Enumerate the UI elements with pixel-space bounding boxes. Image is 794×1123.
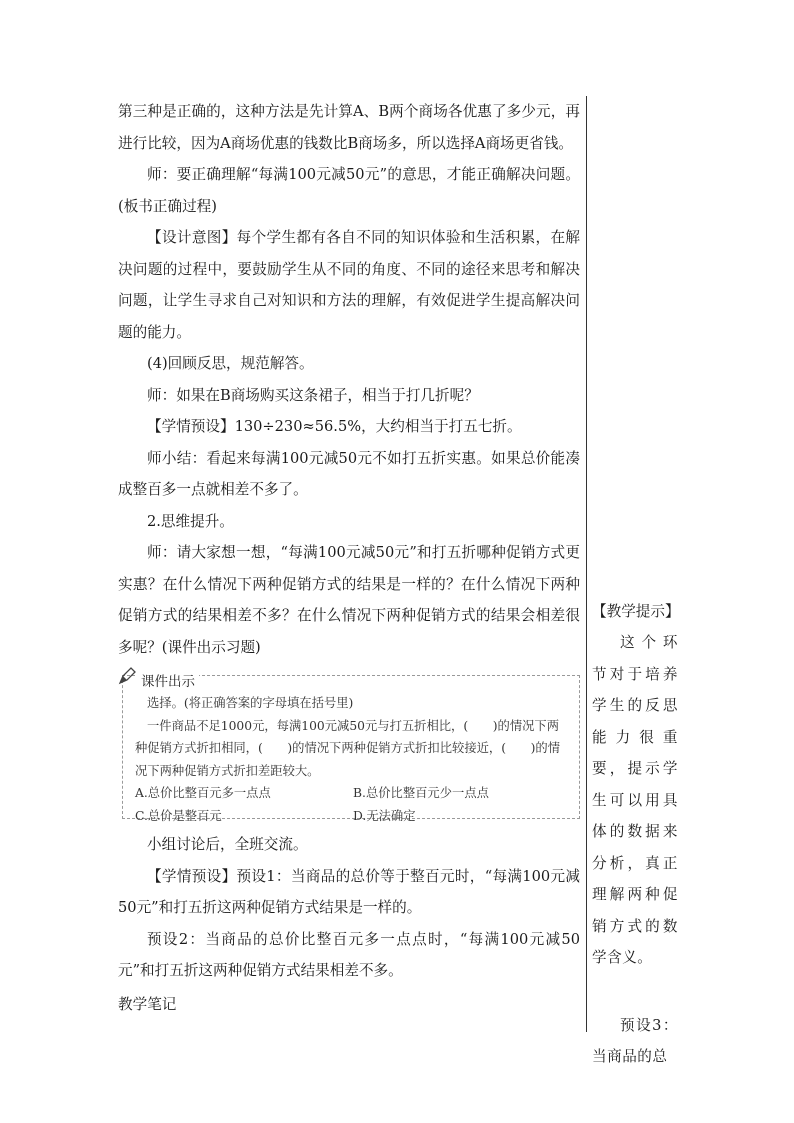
- exercise-options: [135, 782, 571, 827]
- notes-label: 教学笔记: [118, 995, 177, 1013]
- paragraph: 小组讨论后，全班交流。: [147, 836, 308, 853]
- exercise-question: 一件商品不足1000元，每满100元减50元与打五折相比，( )的情况下两种促销方式折扣相同，( )的情况下两种促销方式折扣比较接近，( )的情况下两种促销方式折扣差距较大。: [135, 718, 560, 778]
- box-title: 课件出示: [137, 670, 199, 690]
- option-b: B.总价比整百元少一点点: [353, 786, 489, 800]
- paragraph: 师小结：看起来每满100元减50元不如打五折实惠。如果总价能凑成整百多一点就相差不多了。: [118, 449, 580, 498]
- option-d: D.无法确定: [353, 808, 416, 823]
- option-c: C.总价是整百元: [135, 808, 222, 823]
- option-a: A.总价比整百元多一点点: [135, 786, 271, 800]
- courseware-box: [122, 674, 580, 823]
- main-column: [118, 96, 580, 1020]
- section-heading: 2.思维提升。: [147, 512, 234, 530]
- prediction-paragraph: 【学情预设】130÷230≈56.5%，大约相当于打五七折。: [147, 418, 522, 435]
- box-content: [135, 692, 571, 827]
- side-continuation-text: 预设3：当商品的总: [592, 1016, 678, 1065]
- design-intent-paragraph: 【设计意图】每个学生都有各自不同的知识体验和生活积累，在解决问题的过程中，要鼓励学生从不同的角度、不同的途径来思考和解决问题，让学生寻求自己对知识和方法的理解，有效促进学生提高解决问题的能力。: [118, 229, 580, 341]
- paragraph: 第三种是正确的，这种方法是先计算A、B两个商场各优惠了多少元，再进行比较，因为A商场优惠的钱数比B商场多，所以选择A商场更省钱。: [118, 103, 580, 152]
- column-divider: [586, 96, 587, 1032]
- paragraph: (4)回顾反思，规范解答。: [147, 355, 314, 372]
- side-heading: 【教学提示】: [592, 603, 680, 620]
- prediction-paragraph: 【学情预设】预设1：当商品的总价等于整百元时，“每满100元减50元”和打五折这两种促销方式结果是一样的。: [118, 867, 580, 916]
- side-tip: 这个环节对于培养学生的反思能力很重要，提示学生可以用具体的数据来分析，真正理解两种促销方式的数学含义。: [592, 634, 678, 966]
- prediction-paragraph: 预设2：当商品的总价比整百元多一点点时，“每满100元减50元”和打五折这两种促销方式结果相差不多。: [118, 930, 580, 979]
- exercise-instruction: 选择。(将正确答案的字母填在括号里): [147, 696, 354, 710]
- side-continuation: [592, 1010, 678, 1073]
- pen-icon: [117, 666, 137, 686]
- paragraph: 师：要正确理解“每满100元减50元”的意思，才能正确解决问题。(板书正确过程): [118, 166, 580, 215]
- paragraph: 师：如果在B商场购买这条裙子，相当于打几折呢？: [147, 386, 479, 404]
- side-column: [592, 596, 678, 1073]
- paragraph: 师：请大家想一想，“每满100元减50元”和打五折哪种促销方式更实惠？在什么情况下两种促销方式的结果是一样的？在什么情况下两种促销方式的结果相差不多？在什么情况下两种促销方式的结果会相差很多呢？(课件出示习题): [118, 544, 580, 656]
